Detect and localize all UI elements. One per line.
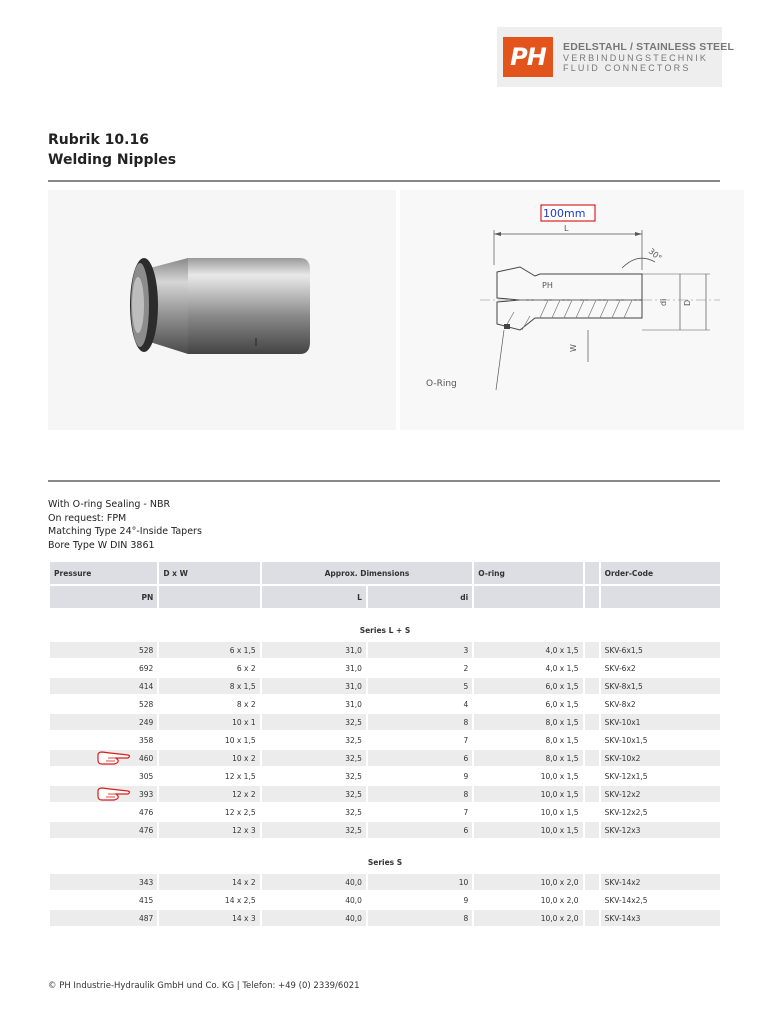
cell-pn: 358 — [50, 732, 157, 750]
spec-table — [48, 562, 722, 928]
cell-spacer — [585, 786, 599, 804]
technical-drawing — [400, 190, 744, 430]
cell-pn: 528 — [50, 696, 157, 714]
d-label: D — [683, 299, 692, 306]
cell-dxw: 14 x 2 — [159, 874, 259, 892]
series-label: Series L + S — [359, 625, 411, 635]
cell-length: 32,5 — [262, 768, 366, 786]
cell-pn: 528 — [50, 642, 157, 660]
length-label: L — [564, 224, 569, 233]
subheader-l: L — [262, 586, 366, 608]
cell-oring: 6,0 x 1,5 — [474, 696, 582, 714]
cell-dxw: 10 x 1,5 — [159, 732, 259, 750]
series-row — [50, 618, 720, 642]
cell-di: 7 — [368, 804, 472, 822]
table-row — [50, 910, 720, 928]
cell-spacer — [585, 732, 599, 750]
cell-di: 6 — [368, 750, 472, 768]
cell-length: 32,5 — [262, 822, 366, 840]
cell-spacer — [585, 750, 599, 768]
cell-oring: 10,0 x 1,5 — [474, 786, 582, 804]
cell-dxw: 12 x 1,5 — [159, 768, 259, 786]
section-subtitle: Welding Nipples — [48, 152, 177, 168]
cell-pn: 460 — [50, 750, 157, 768]
cell-order-code: SKV-12x2 — [601, 786, 720, 804]
product-photo — [48, 190, 396, 430]
table-row — [50, 642, 720, 660]
cell-spacer — [585, 642, 599, 660]
section-title: Rubrik 10.16 — [48, 132, 149, 148]
cell-order-code: SKV-10x2 — [601, 750, 720, 768]
cell-pn: 343 — [50, 874, 157, 892]
cell-pn: 414 — [50, 678, 157, 696]
cell-length: 32,5 — [262, 786, 366, 804]
header-oring: O-ring — [474, 562, 582, 586]
table-row — [50, 822, 720, 840]
cell-oring: 10,0 x 2,0 — [474, 910, 582, 928]
cell-dxw: 14 x 3 — [159, 910, 259, 928]
cell-order-code: SKV-6x2 — [601, 660, 720, 678]
subheader-spacer — [585, 586, 599, 608]
cell-pn: 476 — [50, 804, 157, 822]
cell-length: 31,0 — [262, 660, 366, 678]
footer-text: © PH Industrie-Hydraulik GmbH und Co. KG | Telefon: +49 (0) 2339/6021 — [48, 981, 360, 991]
cell-pn: 487 — [50, 910, 157, 928]
series-label: Series S — [367, 857, 403, 867]
cell-order-code: SKV-10x1 — [601, 714, 720, 732]
table-row — [50, 696, 720, 714]
cell-di: 5 — [368, 678, 472, 696]
cell-order-code: SKV-14x2,5 — [601, 892, 720, 910]
header-dimensions: Approx. Dimensions — [262, 562, 473, 586]
cell-oring: 10,0 x 2,0 — [474, 892, 582, 910]
cell-di: 8 — [368, 786, 472, 804]
cell-oring: 4,0 x 1,5 — [474, 642, 582, 660]
cell-length: 32,5 — [262, 750, 366, 768]
cell-di: 2 — [368, 660, 472, 678]
dimension-box-label: 100mm — [543, 207, 586, 220]
cell-di: 8 — [368, 910, 472, 928]
description-line: With O-ring Sealing - NBR — [48, 499, 171, 510]
cell-pn: 249 — [50, 714, 157, 732]
cell-pn: 476 — [50, 822, 157, 840]
table-row — [50, 804, 720, 822]
description-line: Bore Type W DIN 3861 — [48, 539, 155, 551]
logo-tagline-1: EDELSTAHL / STAINLESS STEEL — [563, 41, 735, 53]
table-row — [50, 768, 720, 786]
company-logo — [497, 27, 735, 87]
cell-di: 3 — [368, 642, 472, 660]
spacer-row — [50, 608, 720, 618]
cell-dxw: 12 x 2 — [159, 786, 259, 804]
cell-dxw: 14 x 2,5 — [159, 892, 259, 910]
table-row — [50, 660, 720, 678]
cell-oring: 6,0 x 1,5 — [474, 678, 582, 696]
cell-length: 31,0 — [262, 678, 366, 696]
cell-order-code: SKV-6x1,5 — [601, 642, 720, 660]
logo-tagline-3: FLUID CONNECTORS — [563, 63, 691, 73]
cell-dxw: 12 x 2,5 — [159, 804, 259, 822]
cell-pn: 692 — [50, 660, 157, 678]
oring-label: O-Ring — [426, 379, 457, 389]
cell-length: 32,5 — [262, 714, 366, 732]
cell-length: 40,0 — [262, 874, 366, 892]
cell-dxw: 6 x 2 — [159, 660, 259, 678]
logo-tagline-2: VERBINDUNGSTECHNIK — [563, 53, 709, 63]
cell-di: 10 — [368, 874, 472, 892]
series-row — [50, 850, 720, 874]
logo-mark: PH — [503, 37, 553, 77]
header-order-code: Order-Code — [601, 562, 720, 586]
cell-oring: 10,0 x 1,5 — [474, 822, 582, 840]
header-dxw: D x W — [159, 562, 259, 586]
subheader-pn: PN — [50, 586, 157, 608]
subheader-di: di — [368, 586, 472, 608]
cell-spacer — [585, 660, 599, 678]
spacer-row — [50, 840, 720, 850]
cell-spacer — [585, 822, 599, 840]
ph-label: PH — [542, 281, 553, 290]
cell-order-code: SKV-10x1,5 — [601, 732, 720, 750]
table-row — [50, 678, 720, 696]
angle-label: 30° — [646, 246, 664, 263]
cell-spacer — [585, 714, 599, 732]
cell-dxw: 8 x 2 — [159, 696, 259, 714]
header-pressure: Pressure — [50, 562, 157, 586]
cell-di: 9 — [368, 768, 472, 786]
table-header-row — [50, 562, 720, 586]
cell-spacer — [585, 768, 599, 786]
cell-di: 8 — [368, 714, 472, 732]
cell-length: 32,5 — [262, 732, 366, 750]
description-line: Matching Type 24°-Inside Tapers — [48, 526, 202, 537]
cell-oring: 8,0 x 1,5 — [474, 732, 582, 750]
cell-di: 6 — [368, 822, 472, 840]
cell-dxw: 10 x 1 — [159, 714, 259, 732]
wall-label: W — [569, 344, 578, 352]
cell-oring: 10,0 x 1,5 — [474, 804, 582, 822]
cell-order-code: SKV-14x2 — [601, 874, 720, 892]
table-subheader-row — [50, 586, 720, 608]
cell-order-code: SKV-12x2,5 — [601, 804, 720, 822]
subheader-dxw — [159, 586, 259, 608]
cell-dxw: 12 x 3 — [159, 822, 259, 840]
cell-order-code: SKV-14x3 — [601, 910, 720, 928]
subheader-order-code — [601, 586, 720, 608]
cell-pn: 305 — [50, 768, 157, 786]
description-line: On request: FPM — [48, 512, 127, 524]
subheader-oring — [474, 586, 582, 608]
cell-oring: 8,0 x 1,5 — [474, 714, 582, 732]
cell-dxw: 8 x 1,5 — [159, 678, 259, 696]
cell-order-code: SKV-12x3 — [601, 822, 720, 840]
table-row — [50, 732, 720, 750]
cell-oring: 10,0 x 1,5 — [474, 768, 582, 786]
di-label: di — [659, 298, 668, 306]
cell-order-code: SKV-8x1,5 — [601, 678, 720, 696]
pointing-hand-icon — [96, 786, 132, 802]
cell-di: 9 — [368, 892, 472, 910]
cell-order-code: SKV-8x2 — [601, 696, 720, 714]
cell-oring: 4,0 x 1,5 — [474, 660, 582, 678]
table-row — [50, 750, 720, 768]
cell-spacer — [585, 678, 599, 696]
cell-spacer — [585, 696, 599, 714]
cell-length: 31,0 — [262, 696, 366, 714]
table-row — [50, 892, 720, 910]
cell-di: 4 — [368, 696, 472, 714]
table-row — [50, 874, 720, 892]
cell-oring: 10,0 x 2,0 — [474, 874, 582, 892]
cell-spacer — [585, 874, 599, 892]
divider-middle — [48, 480, 720, 482]
divider-top — [48, 180, 720, 182]
cell-length: 31,0 — [262, 642, 366, 660]
cell-length: 32,5 — [262, 804, 366, 822]
cell-oring: 8,0 x 1,5 — [474, 750, 582, 768]
cell-spacer — [585, 892, 599, 910]
cell-length: 40,0 — [262, 892, 366, 910]
cell-spacer — [585, 804, 599, 822]
cell-order-code: SKV-12x1,5 — [601, 768, 720, 786]
table-row — [50, 786, 720, 804]
product-description — [48, 498, 202, 552]
cell-length: 40,0 — [262, 910, 366, 928]
table-row — [50, 714, 720, 732]
cell-pn: 393 — [50, 786, 157, 804]
cell-dxw: 6 x 1,5 — [159, 642, 259, 660]
pointing-hand-icon — [96, 750, 132, 766]
header-spacer — [585, 562, 599, 586]
cell-spacer — [585, 910, 599, 928]
cell-di: 7 — [368, 732, 472, 750]
cell-dxw: 10 x 2 — [159, 750, 259, 768]
cell-pn: 415 — [50, 892, 157, 910]
